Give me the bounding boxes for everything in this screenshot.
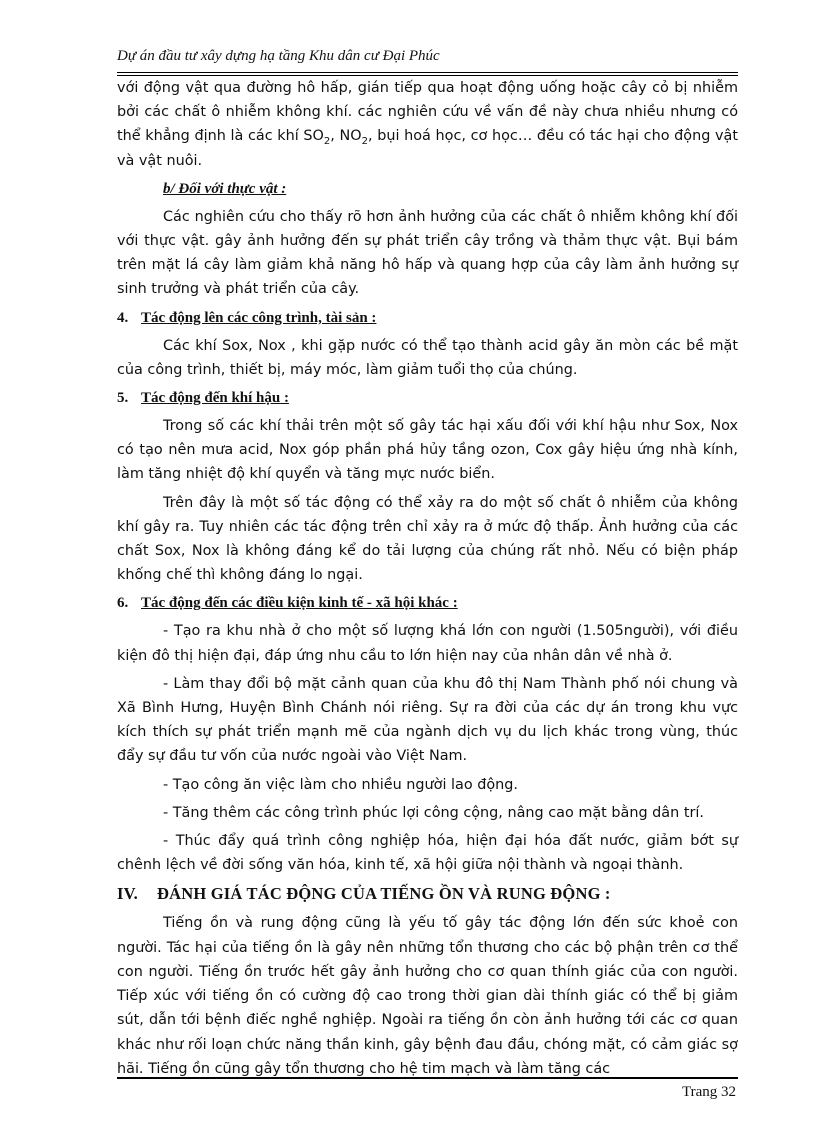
section-iv-heading: IV. ĐÁNH GIÁ TÁC ĐỘNG CỦA TIẾNG ỒN VÀ RUNG ĐỘNG : (117, 884, 611, 904)
footer-rule (117, 1077, 738, 1079)
list-item: - Tạo công ăn việc làm cho nhiều người lao động. (163, 776, 518, 793)
list-item: - Tăng thêm các công trình phúc lợi công cộng, nâng cao mặt bằng dân trí. (163, 804, 704, 821)
list-item: - Làm thay đổi bộ mặt cảnh quan của khu đô thị Nam Thành phố nói chung và Xã Bình Hưng, Huyện Bình Chánh nói riêng. Sự ra đời của các dự án trong khu vực kích thích sự phát triển mạnh mẽ của ngành dịch vụ du lịch khác trong vùng, thúc đẩy sự đầu tư vốn của nước ngoài vào Việt Nam. (117, 675, 738, 765)
list-item: - Tạo ra khu nhà ở cho một số lượng khá lớn con người (1.505người), với điều kiện đô thị hiện đại, đáp ứng nhu cầu to lớn hiện nay của nhân dân về nhà ở. (117, 623, 738, 664)
page-header: Dự án đầu tư xây dựng hạ tầng Khu dân cư Đại Phúc (117, 48, 440, 64)
paragraph-climate-summary: Trên đây là một số tác động có thể xảy ra do một số chất ô nhiễm của không khí gây ra. Tuy nhiên các tác động trên chỉ xảy ra ở mức độ thấp. Ảnh hưởng của các chất Sox, Nox là không đáng kể do tải lượng của chúng rất nhỏ. Nếu có biện pháp khống chế thì không đáng lo ngại. (117, 494, 738, 584)
list-item: - Thúc đẩy quá trình công nghiệp hóa, hiện đại hóa đất nước, giảm bớt sự chênh lệch về đời sống văn hóa, kinh tế, xã hội giữa nội thành và ngoại thành. (117, 833, 738, 874)
section-4-heading: 4. Tác động lên các công trình, tài sản : (117, 309, 377, 326)
paragraph-climate: Trong số các khí thải trên một số gây tác hại xấu đối với khí hậu như Sox, Nox có tạo nên mưa acid, Nox góp phần phá hủy tầng ozon, Cox gây hiệu ứng nhà kính, làm tăng nhiệt độ khí quyển và tăng mực nước biển. (117, 418, 738, 483)
page-number: Trang 32 (681, 1084, 736, 1100)
paragraph-animals: với động vật qua đường hô hấp, gián tiếp qua hoạt động uống hoặc cây cỏ bị nhiễm bởi các chất ô nhiễm không khí. các nghiên cứu về vấn đề này chưa nhiều nhưng có thể khẳng định là các khí $SO_2$, $NO_2$, bụi hoá học, cơ học… đều có tác hại cho động vật và vật nuôi. (117, 80, 738, 169)
section-6-heading: 6. Tác động đến các điều kiện kinh tế - xã hội khác : (117, 595, 458, 612)
paragraph-plants: Các nghiên cứu cho thấy rõ hơn ảnh hưởng của các chất ô nhiễm không khí đối với thực vật. gây ảnh hưởng đến sự phát triển cây trồng và thảm thực vật. Bụi bám trên mặt lá cây làm giảm khả năng hô hấp và quang hợp của cây làm ảnh hưởng sự sinh trưởng và phát triển của cây. (117, 208, 738, 298)
paragraph-noise: Tiếng ồn và rung động cũng là yếu tố gây tác động lớn đến sức khoẻ con người. Tác hại của tiếng ồn là gây nên những tổn thương cho các bộ phận trên cơ thể con người. Tiếng ồn trước hết gây ảnh hưởng cho cơ quan thính giác của con người. Tiếp xúc với tiếng ồn có cường độ cao trong thời gian dài thính giác có thể bị giảm sút, dẫn tới bệnh điếc nghề nghiệp. Ngoài ra tiếng ồn còn ảnh hưởng tới các cơ quan khác như rối loạn chức năng thần kinh, gây bệnh đau đầu, chóng mặt, có cảm giác sợ hãi. Tiếng ồn cũng gây tổn thương cho hệ tim mạch và làm tăng các (117, 915, 738, 1077)
document-body (117, 76, 738, 1085)
subheading-plants: b/ Đối với thực vật : (163, 180, 287, 197)
section-5-heading: 5. Tác động đến khí hậu : (117, 390, 289, 407)
paragraph-structures: Các khí Sox, Nox , khi gặp nước có thể tạo thành acid gây ăn mòn các bề mặt của công trình, thiết bị, máy móc, làm giảm tuổi thọ của chúng. (117, 337, 738, 378)
